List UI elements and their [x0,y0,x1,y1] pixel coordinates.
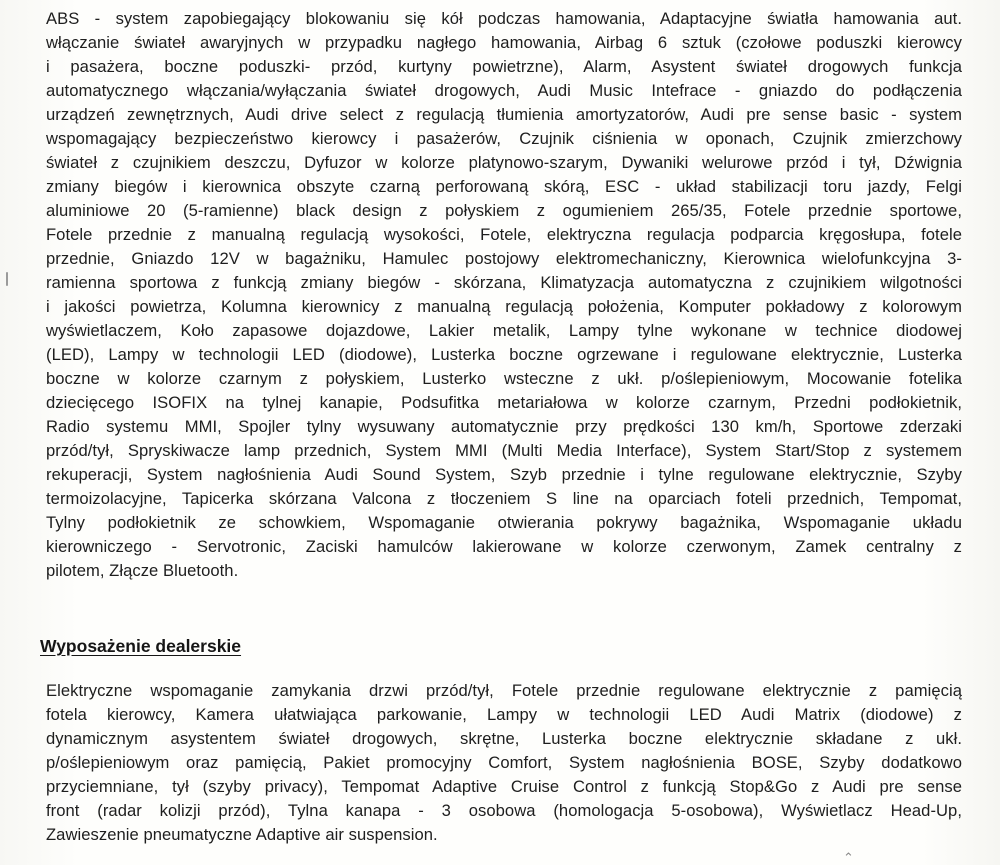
equipment-line: wspomagający bezpieczeństwo kierowcy i pasażerów, Czujnik ciśnienia w oponach, Czujnik zmierzchowy [46,129,962,148]
equipment-line: rekuperacji, System nagłośnienia Audi Sound System, Szyb przednie i tylne regulowane elektrycznie, Szyby [46,465,962,484]
equipment-line: dziecięcego ISOFIX na tylnej kanapie, Podsufitka metariałowa w kolorze czarnym, Przedni podłokietnik, [46,393,962,412]
equipment-line: boczne w kolorze czarnym z połyskiem, Lusterko wsteczne z ukł. p/oślepieniowym, Mocowanie fotelika [46,369,962,388]
equipment-line: urządzeń zewnętrznych, Audi drive select z regulacją tłumienia amortyzatorów, Audi pre sense basic - system [46,105,962,124]
equipment-line: (LED), Lampy w technologii LED (diodowe), Lusterka boczne ogrzewane i regulowane elektrycznie, Lusterka [46,345,962,364]
equipment-line: zmiany biegów i kierownica obszyte czarną perforowaną skórą, ESC - układ stabilizacji toru jazdy, Felgi [46,177,962,196]
equipment-line: pilotem, Złącze Bluetooth. [46,561,239,580]
equipment-line: kierowniczego - Servotronic, Zaciski hamulców lakierowane w kolorze czerwonym, Zamek centralny z [46,537,962,556]
dealer-line: dynamicznym asystentem świateł drogowych, skrętne, Lusterka boczne elektrycznie składane z ukł. [46,729,962,748]
equipment-line: przód/tył, Spryskiwacze lamp przednich, System MMI (Multi Media Interface), System Start/Stop z systemem [46,441,962,460]
equipment-line: automatycznego włączania/wyłączania świateł drogowych, Audi Music Intefrace - gniazdo do podłączenia [46,81,962,100]
equipment-line: Fotele przednie z manualną regulacją wysokości, Fotele, elektryczna regulacja podparcia kręgosłupa, fotele [46,225,962,244]
dealer-line: p/oślepieniowym oraz pamięcią, Pakiet promocyjny Comfort, System nagłośnienia BOSE, Szyby dodatkowo [46,753,962,772]
equipment-line: ABS - system zapobiegający blokowaniu się kół podczas hamowania, Adaptacyjne światła hamowania aut. [46,9,962,28]
equipment-line: Radio systemu MMI, Spojler tylny wysuwany automatycznie przy prędkości 130 km/h, Sportowe zderzaki [46,417,962,436]
dealer-line: Elektryczne wspomaganie zamykania drzwi przód/tył, Fotele przednie regulowane elektrycznie z pamięcią [46,681,962,700]
equipment-line: Tylny podłokietnik ze schowkiem, Wspomaganie otwierania pokrywy bagażnika, Wspomaganie układu [46,513,962,532]
equipment-line: świateł z czujnikiem deszczu, Dyfuzor w kolorze platynowo-szarym, Dywaniki welurowe przód i tył, Dźwignia [46,153,962,172]
equipment-line: aluminiowe 20 (5-ramienne) black design z połyskiem z ogumieniem 265/35, Fotele przednie sportowe, [46,201,962,220]
dealer-equipment-heading: Wyposażenie dealerskie [40,636,242,656]
margin-scan-mark [6,272,8,286]
equipment-line: i jakości powietrza, Kolumna kierownicy z manualną regulacją położenia, Komputer pokładowy z kolorowym [46,297,962,316]
equipment-line: włączanie świateł awaryjnych w przypadku nagłego hamowania, Airbag 6 sztuk (czołowe poduszki kierowcy [46,33,962,52]
equipment-line: przednie, Gniazdo 12V w bagażniku, Hamulec postojowy elektromechaniczny, Kierownica wielofunkcyjna 3- [46,249,962,268]
equipment-line: wyświetlaczem, Koło zapasowe dojazdowe, Lakier metalik, Lampy tylne wykonane w technice diodowej [46,321,962,340]
dealer-line: przyciemniane, tył (szyby privacy), Tempomat Adaptive Cruise Control z funkcją Stop&Go z Audi pre sense [46,777,962,796]
equipment-line: i pasażera, boczne poduszki- przód, kurtyny powietrzne), Alarm, Asystent świateł drogowych funkcja [46,57,962,76]
equipment-line: ramienna sportowa z funkcją zmiany biegów - skórzana, Klimatyzacja automatyczna z czujnikiem wilgotności [46,273,962,292]
dealer-line: fotela kierowcy, Kamera ułatwiająca parkowanie, Lampy w technologii LED Audi Matrix (diodowe) z [46,705,962,724]
dealer-line: front (radar kolizji przód), Tylna kanapa - 3 osobowa (homologacja 5-osobowa), Wyświetlacz Head-Up, [46,801,962,820]
corner-scan-mark: ⌃ [843,850,854,865]
dealer-line: Zawieszenie pneumatyczne Adaptive air suspension. [46,825,438,844]
equipment-line: termoizolacyjne, Tapicerka skórzana Valcona z tłoczeniem S line na oparciach foteli przednich, Tempomat, [46,489,962,508]
